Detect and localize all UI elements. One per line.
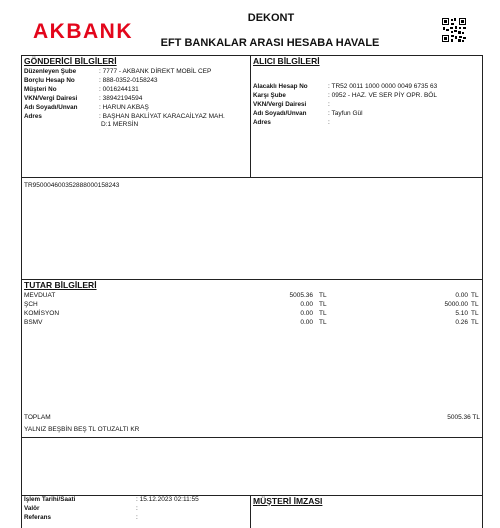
receiver-value: : TR52 0011 1000 0000 0049 6735 63: [328, 83, 438, 90]
amount-label: BSMV: [24, 319, 43, 326]
sender-section-title: GÖNDERİCİ BİLGİLERİ: [24, 56, 117, 66]
receiver-label: Karşı Şube: [253, 92, 286, 99]
sender-value: : HARUN AKBAŞ: [99, 104, 149, 111]
receiver-value: :: [328, 119, 330, 126]
footer-value: :: [136, 514, 138, 521]
amount-value-right: 5000.00: [444, 301, 468, 308]
total-value: 5005.36 TL: [447, 414, 480, 421]
sender-label: VKN/Vergi Dairesi: [24, 95, 78, 102]
amount-currency-right: TL: [471, 310, 479, 317]
receiver-label: Adres: [253, 119, 271, 126]
receiver-label: Adı Soyadı/Unvan: [253, 110, 307, 117]
receiver-label: VKN/Vergi Dairesi: [253, 101, 307, 108]
amount-currency-left: TL: [319, 292, 327, 299]
transaction-description: TR950004600352888000158243: [24, 182, 120, 189]
amount-currency-left: TL: [319, 319, 327, 326]
sender-value: : 888-0352-0158243: [99, 77, 158, 84]
sender-address-line2: D:1 MERSİN: [101, 121, 139, 128]
amount-label: MEVDUAT: [24, 292, 56, 299]
footer-value: :: [136, 505, 138, 512]
amount-in-words: YALNIZ BEŞBİN BEŞ TL OTUZALTI KR: [24, 426, 140, 433]
amount-label: ŞCH: [24, 301, 38, 308]
amount-value-left: 0.00: [300, 310, 313, 317]
footer-value: : 15.12.2023 02:11:55: [136, 496, 199, 503]
receiver-section-title: ALICI BİLGİLERİ: [253, 56, 320, 66]
amount-value-left: 5005.36: [289, 292, 313, 299]
akbank-logo: AKBANK: [33, 20, 133, 43]
footer-label: Referans: [24, 514, 51, 521]
amount-value-left: 0.00: [300, 319, 313, 326]
footer-label: Valör: [24, 505, 40, 512]
amount-value-right: 5.10: [455, 310, 468, 317]
footer-label: İşlem Tarihi/Saati: [24, 496, 76, 503]
sender-value: : 38942194594: [99, 95, 143, 102]
receiver-value: :: [328, 101, 330, 108]
column-divider: [250, 55, 251, 177]
amount-currency-right: TL: [471, 301, 479, 308]
amount-value-left: 0.00: [300, 301, 313, 308]
receiver-label: Alacaklı Hesap No: [253, 83, 308, 90]
sender-label: Müşteri No: [24, 86, 57, 93]
amount-currency-left: TL: [319, 310, 327, 317]
qr-code-icon: [442, 18, 466, 42]
document-subtitle: EFT BANKALAR ARASI HESABA HAVALE: [160, 37, 380, 49]
sender-value: : 0016244131: [99, 86, 139, 93]
sender-label: Adres: [24, 113, 42, 120]
divider-line: [21, 495, 483, 496]
sender-label: Adı Soyadı/Unvan: [24, 104, 78, 111]
amount-label: KOMİSYON: [24, 310, 60, 317]
sender-value: : 7777 - AKBANK DİREKT MOBİL CEP: [99, 68, 212, 75]
amount-value-right: 0.00: [455, 292, 468, 299]
amount-currency-right: TL: [471, 292, 479, 299]
amount-currency-right: TL: [471, 319, 479, 326]
total-label: TOPLAM: [24, 414, 51, 421]
divider-line: [21, 437, 483, 438]
sender-label: Borçlu Hesap No: [24, 77, 75, 84]
amount-section-title: TUTAR BİLGİLERİ: [24, 280, 97, 290]
divider-line: [21, 177, 483, 178]
customer-signature-title: MÜŞTERİ İMZASI: [253, 496, 323, 506]
sender-address-line1: : BAŞHAN BAKLİYAT KARACAİLYAZ MAH.: [99, 113, 225, 120]
document-title: DEKONT: [247, 12, 295, 24]
column-divider: [250, 495, 251, 528]
receiver-value: : 0952 - HAZ. VE SER PİY OPR. BÖL: [328, 92, 437, 99]
amount-currency-left: TL: [319, 301, 327, 308]
receiver-value: : Tayfun Gül: [328, 110, 363, 117]
amount-value-right: 0.26: [455, 319, 468, 326]
sender-label: Düzenleyen Şube: [24, 68, 77, 75]
